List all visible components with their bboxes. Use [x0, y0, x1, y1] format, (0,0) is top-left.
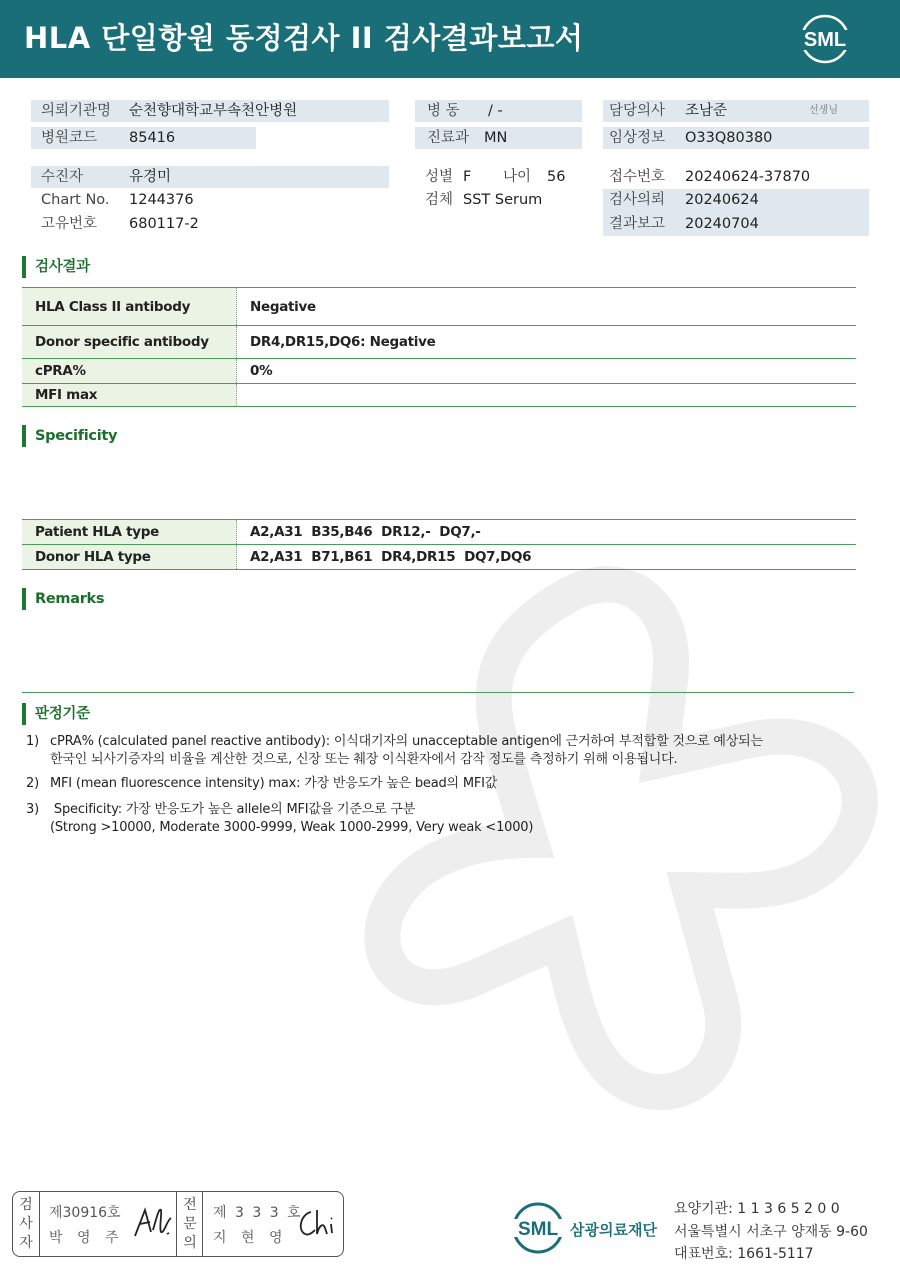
result-value: Negative: [250, 298, 316, 315]
criteria-number: 1): [26, 734, 39, 749]
sml-footer-logo-icon: [510, 1200, 566, 1256]
result-label: MFI max: [22, 384, 237, 406]
doctor-field: [603, 100, 869, 122]
doctor-value: 조남준: [685, 103, 728, 119]
table-row: [22, 520, 856, 545]
receipt-value: 20240624-37870: [685, 169, 811, 185]
specificity-section-title: Specificity: [22, 425, 117, 447]
chart-value: 1244376: [129, 192, 194, 208]
result-value: DR4,DR15,DQ6: Negative: [250, 334, 436, 350]
patient-value: 유경미: [129, 169, 172, 185]
age-label: 나이: [503, 169, 532, 185]
footer-address: 서울특별시 서초구 양재동 9-60: [674, 1224, 868, 1240]
report-date-label: 결과보고: [609, 216, 666, 232]
table-row: [22, 288, 856, 326]
remarks-divider: [22, 692, 854, 693]
criteria-text-line1: cPRA% (calculated panel reactive antibody): 이식대기자의 unacceptable antigen에 근거하여 부적합할 것으로 예상되는: [50, 734, 763, 749]
department-value: MN: [484, 130, 508, 146]
watermark-cross-icon: [360, 560, 900, 1120]
specimen-value: SST Serum: [463, 192, 543, 208]
specialist-signature: [295, 1204, 339, 1242]
technician-label: 검 사 자: [19, 1197, 33, 1251]
report-date-value: 20240704: [685, 216, 759, 232]
result-label: HLA Class II antibody: [22, 288, 237, 325]
criteria-number: 3): [26, 802, 39, 817]
institution-label: 의뢰기관명: [41, 103, 112, 119]
ward-label: 병 동: [427, 103, 460, 119]
signature-box: [12, 1191, 344, 1257]
institution-value: 순천향대학교부속천안병원: [129, 103, 298, 119]
specimen-label: 검체: [425, 192, 454, 208]
result-label: cPRA%: [22, 359, 237, 383]
remarks-section-title: Remarks: [22, 588, 104, 610]
unique-value: 680117-2: [129, 216, 199, 232]
table-row: [22, 545, 856, 570]
ward-value: / -: [488, 103, 503, 119]
hla-type-value: A2,A31 B35,B46 DR12,- DQ7,-: [250, 524, 481, 540]
results-section-title: 검사결과: [22, 256, 90, 278]
signature-separator: [176, 1192, 177, 1256]
specialist-name: 지 현 영: [213, 1230, 288, 1246]
request-label: 검사의뢰: [609, 192, 666, 208]
criteria-number: 2): [26, 776, 39, 791]
technician-name: 박 영 주: [49, 1230, 124, 1246]
criteria-text-line1: MFI (mean fluorescence intensity) max: 가장 반응도가 높은 bead의 MFI값: [50, 776, 498, 791]
hla-type-label: Patient HLA type: [22, 520, 237, 544]
hospital-code-field: [31, 127, 256, 149]
sml-logo-icon: [794, 13, 856, 65]
criteria-text-line2: 한국인 뇌사기증자의 비율을 계산한 것으로, 신장 또는 췌장 이식환자에서 감작 정도를 측정하기 위해 이용됩니다.: [50, 752, 678, 767]
clinical-label: 임상정보: [609, 130, 666, 146]
clinical-value: O33Q80380: [685, 130, 773, 146]
institution-field: [31, 100, 389, 122]
sex-value: F: [463, 169, 472, 185]
signature-separator: [202, 1192, 203, 1256]
result-label: Donor specific antibody: [22, 326, 237, 358]
result-value: 0%: [250, 363, 273, 379]
technician-signature: [131, 1202, 177, 1242]
unique-label: 고유번호: [41, 216, 98, 232]
request-value: 20240624: [685, 192, 759, 208]
table-row: [22, 359, 856, 384]
hospital-code-label: 병원코드: [41, 130, 98, 146]
hla-type-label: Donor HLA type: [22, 545, 237, 569]
unique-field: [31, 213, 389, 235]
criteria-text-line1: Specificity: 가장 반응도가 높은 allele의 MFI값을 기준으로 구분: [50, 802, 416, 817]
footer-institution-code: 요양기관: 1 1 3 6 5 2 0 0: [674, 1201, 840, 1217]
report-title: HLA 단일항원 동정검사 II 검사결과보고서: [24, 21, 584, 55]
hospital-code-value: 85416: [129, 130, 176, 146]
chart-label: Chart No.: [41, 192, 110, 208]
criteria-section-title: 판정기준: [22, 703, 90, 725]
result-value: [237, 384, 856, 406]
specialist-label: 전 문 의: [183, 1197, 197, 1251]
doctor-suffix: 선생님: [809, 105, 838, 116]
specialist-license: 제 3 3 3 호: [213, 1205, 303, 1221]
clinical-field: [603, 127, 869, 149]
receipt-label: 접수번호: [609, 169, 666, 185]
report-header: [0, 0, 900, 78]
dates-field: [603, 189, 869, 236]
sex-label: 성별: [425, 169, 454, 185]
doctor-label: 담당의사: [609, 103, 666, 119]
footer-org-name: 삼광의료재단: [570, 1221, 657, 1239]
sml-logo-text: SML: [803, 29, 847, 51]
department-label: 진료과: [427, 130, 470, 146]
patient-label: 수진자: [41, 169, 84, 185]
hla-type-value: A2,A31 B71,B61 DR4,DR15 DQ7,DQ6: [250, 549, 532, 565]
table-row: [22, 326, 856, 359]
patient-field: [31, 166, 389, 188]
department-field: [415, 127, 582, 149]
hla-type-table: [22, 519, 856, 570]
receipt-field: [603, 166, 869, 188]
specimen-field: [415, 189, 582, 211]
technician-license: 제30916호: [49, 1205, 121, 1221]
table-row: [22, 384, 856, 407]
signature-separator: [39, 1192, 40, 1256]
chart-field: [31, 189, 389, 211]
results-table: [22, 287, 856, 407]
age-value: 56: [547, 169, 566, 185]
footer-phone: 대표번호: 1661-5117: [674, 1246, 814, 1262]
criteria-text-line2: (Strong >10000, Moderate 3000-9999, Weak 1000-2999, Very weak <1000): [50, 820, 534, 835]
ward-field: [415, 100, 582, 122]
sex-age-field: [415, 166, 582, 188]
sml-footer-logo-text: SML: [517, 1219, 559, 1240]
